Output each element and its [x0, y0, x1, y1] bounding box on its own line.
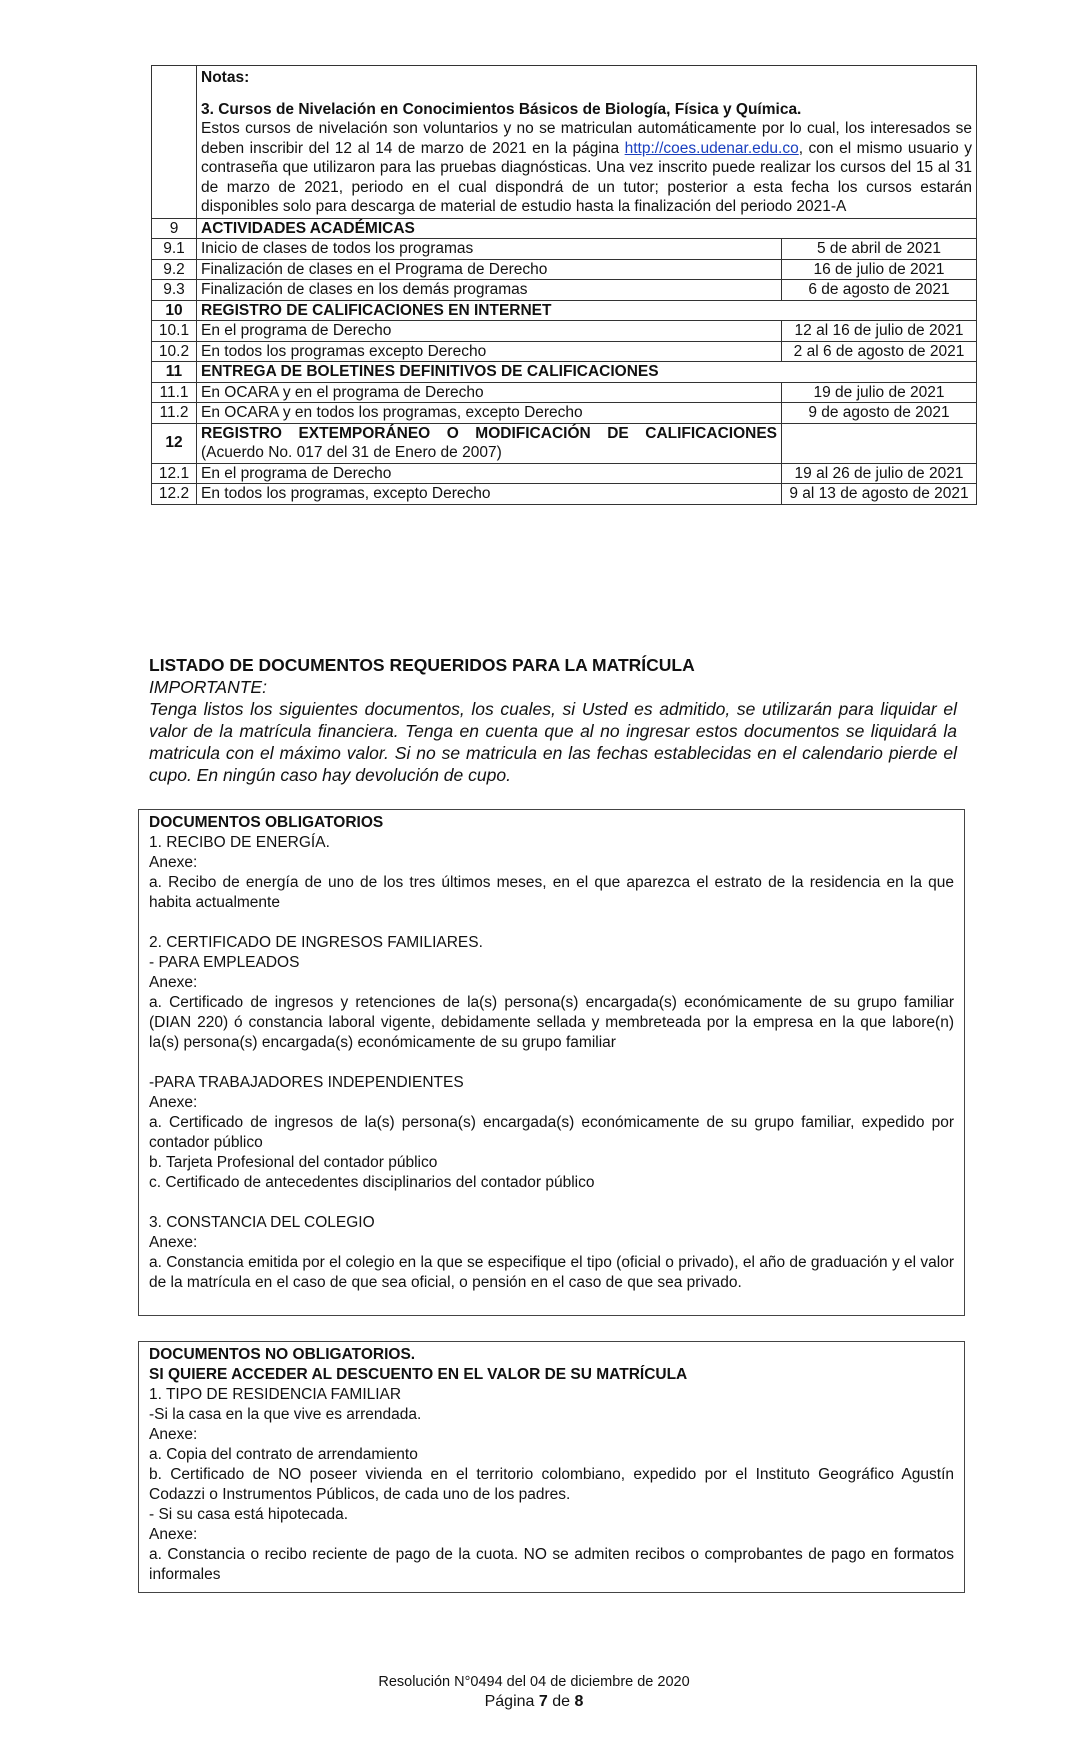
activity-cell: Finalización de clases en el Programa de Derecho: [197, 259, 782, 280]
box-subtitle: SI QUIERE ACCEDER AL DESCUENTO EN EL VALOR DE SU MATRÍCULA: [149, 1366, 688, 1383]
section-row: 10 REGISTRO DE CALIFICACIONES EN INTERNET: [152, 300, 977, 321]
section-title: ACTIVIDADES ACADÉMICAS: [197, 218, 977, 239]
section-title: REGISTRO EXTEMPORÁNEO O MODIFICACIÓN DE CALIFICACIONES (Acuerdo No. 017 del 31 de Enero de 2007): [197, 423, 782, 463]
activity-cell: En OCARA y en el programa de Derecho: [197, 382, 782, 403]
activity-cell: En todos los programas, excepto Derecho: [197, 484, 782, 505]
table-row: 11.1 En OCARA y en el programa de Derecho 19 de julio de 2021: [152, 382, 977, 403]
activity-cell: Inicio de clases de todos los programas: [197, 239, 782, 260]
notes-row: [152, 66, 977, 219]
date-cell: 5 de abril de 2021: [782, 239, 977, 260]
table-row: 12.1 En el programa de Derecho 19 al 26 de julio de 2021: [152, 463, 977, 484]
date-cell: 9 de agosto de 2021: [782, 403, 977, 424]
activity-cell: En OCARA y en todos los programas, excepto Derecho: [197, 403, 782, 424]
date-cell: 6 de agosto de 2021: [782, 280, 977, 301]
section-title: REGISTRO DE CALIFICACIONES EN INTERNET: [197, 300, 977, 321]
mandatory-documents-box: DOCUMENTOS OBLIGATORIOS 1. RECIBO DE ENERGÍA. Anexe: a. Recibo de energía de uno de los tres últimos meses, en el que aparezca el estrato de la residencia en la que habita actualmente 2. CERTIFICADO DE INGRESOS FAMILIARES. - PARA EMPLEADOS Anexe: a. Certificado de ingresos y retenciones de la(s) persona(s) encargada(s) económicamente de su grupo familiar (DIAN 220) ó constancia laboral vigente, debidamente sellada y membreteada por la empresa en la que labore(n) la(s) persona(s) encargada(s) económicamente de su grupo familiar -PARA TRABAJADORES INDEPENDIENTES Anexe: a. Certificado de ingresos de la(s) persona(s) encargada(s) económicamente de su grupo familiar, expedido por contador público b. Tarjeta Profesional del contador público c. Certificado de antecedentes disciplinarios del contador público 3. CONSTANCIA DEL COLEGIO Anexe: a. Constancia emitida por el colegio en la que se especifique el tipo (oficial o privado), el año de graduación y el valor de la matrícula en el caso de que sea oficial, o pensión en el caso de que sea privado.: [138, 809, 965, 1316]
activity-cell: En todos los programas excepto Derecho: [197, 341, 782, 362]
date-cell: 12 al 16 de julio de 2021: [782, 321, 977, 342]
section-row: 12 REGISTRO EXTEMPORÁNEO O MODIFICACIÓN DE CALIFICACIONES (Acuerdo No. 017 del 31 de Enero de 2007): [152, 423, 977, 463]
table-row: 9.1 Inicio de clases de todos los programas 5 de abril de 2021: [152, 239, 977, 260]
optional-documents-box: DOCUMENTOS NO OBLIGATORIOS. SI QUIERE ACCEDER AL DESCUENTO EN EL VALOR DE SU MATRÍCULA 1. TIPO DE RESIDENCIA FAMILIAR -Si la casa en la que vive es arrendada. Anexe: a. Copia del contrato de arrendamiento b. Certificado de NO poseer vivienda en el territorio colombiano, expedido por el Instituto Geográfico Agustín Codazzi o Instrumentos Públicos, de cada uno de los padres. - Si su casa está hipotecada. Anexe: a. Constancia o recibo reciente de pago de la cuota. NO se admiten recibos o comprobantes de pago en formatos informales: [138, 1341, 965, 1593]
activity-cell: En el programa de Derecho: [197, 321, 782, 342]
date-cell: 19 al 26 de julio de 2021: [782, 463, 977, 484]
notes-cell: [197, 66, 977, 219]
activity-cell: En el programa de Derecho: [197, 463, 782, 484]
calendar-table: [151, 65, 977, 505]
table-row: 10.2 En todos los programas excepto Derecho 2 al 6 de agosto de 2021: [152, 341, 977, 362]
notes-body: Estos cursos de nivelación son voluntarios y no se matriculan automáticamente por lo cual, los interesados se deben inscribir del 12 al 14 de marzo de 2021 en la página http://coes.udenar.edu.co, con el mismo usuario y contraseña que utilizaron para las pruebas diagnósticas. Una vez inscrito puede realizar los cursos del 15 al 31 de marzo de 2021, periodo en el cual dispondrá de un tutor; posterior a esta fecha los cursos estarán disponibles solo para descarga de material de estudio hasta la finalización del periodo 2021-A: [201, 120, 972, 215]
resolution-footer: Resolución N°0494 del 04 de diciembre de 2020: [378, 1674, 690, 1690]
table-row: 9.3 Finalización de clases en los demás programas 6 de agosto de 2021: [152, 280, 977, 301]
table-row: 12.2 En todos los programas, excepto Derecho 9 al 13 de agosto de 2021: [152, 484, 977, 505]
box-title: DOCUMENTOS OBLIGATORIOS: [149, 814, 384, 831]
date-cell: 19 de julio de 2021: [782, 382, 977, 403]
important-label: IMPORTANTE:: [149, 677, 267, 697]
table-row: 9.2 Finalización de clases en el Programa de Derecho 16 de julio de 2021: [152, 259, 977, 280]
listado-section: [149, 654, 957, 786]
notes-heading: 3. Cursos de Nivelación en Conocimientos Básicos de Biología, Física y Química.: [201, 100, 802, 118]
section-title: ENTREGA DE BOLETINES DEFINITIVOS DE CALIFICACIONES: [197, 362, 977, 383]
activity-cell: Finalización de clases en los demás programas: [197, 280, 782, 301]
notes-title: Notas:: [201, 69, 250, 86]
section-row: 9 ACTIVIDADES ACADÉMICAS: [152, 218, 977, 239]
table-row: 11.2 En OCARA y en todos los programas, excepto Derecho 9 de agosto de 2021: [152, 403, 977, 424]
page-number: Página 7 de 8: [484, 1693, 584, 1710]
coes-link[interactable]: http://coes.udenar.edu.co: [624, 139, 799, 157]
date-cell: 16 de julio de 2021: [782, 259, 977, 280]
table-row: 10.1 En el programa de Derecho 12 al 16 de julio de 2021: [152, 321, 977, 342]
date-cell: 9 al 13 de agosto de 2021: [782, 484, 977, 505]
section-row: 11 ENTREGA DE BOLETINES DEFINITIVOS DE CALIFICACIONES: [152, 362, 977, 383]
important-text: Tenga listos los siguientes documentos, los cuales, si Usted es admitido, se utilizarán para liquidar el valor de la matrícula financiera. Tenga en cuenta que al no ingresar estos documentos se liquidará la matricula con el máximo valor. Si no se matricula en las fechas establecidas en el calendario pierde el cupo. En ningún caso hay devolución de cupo.: [149, 699, 957, 785]
listado-heading: LISTADO DE DOCUMENTOS REQUERIDOS PARA LA MATRÍCULA: [149, 655, 695, 675]
box-title: DOCUMENTOS NO OBLIGATORIOS.: [149, 1346, 416, 1363]
date-cell: 2 al 6 de agosto de 2021: [782, 341, 977, 362]
